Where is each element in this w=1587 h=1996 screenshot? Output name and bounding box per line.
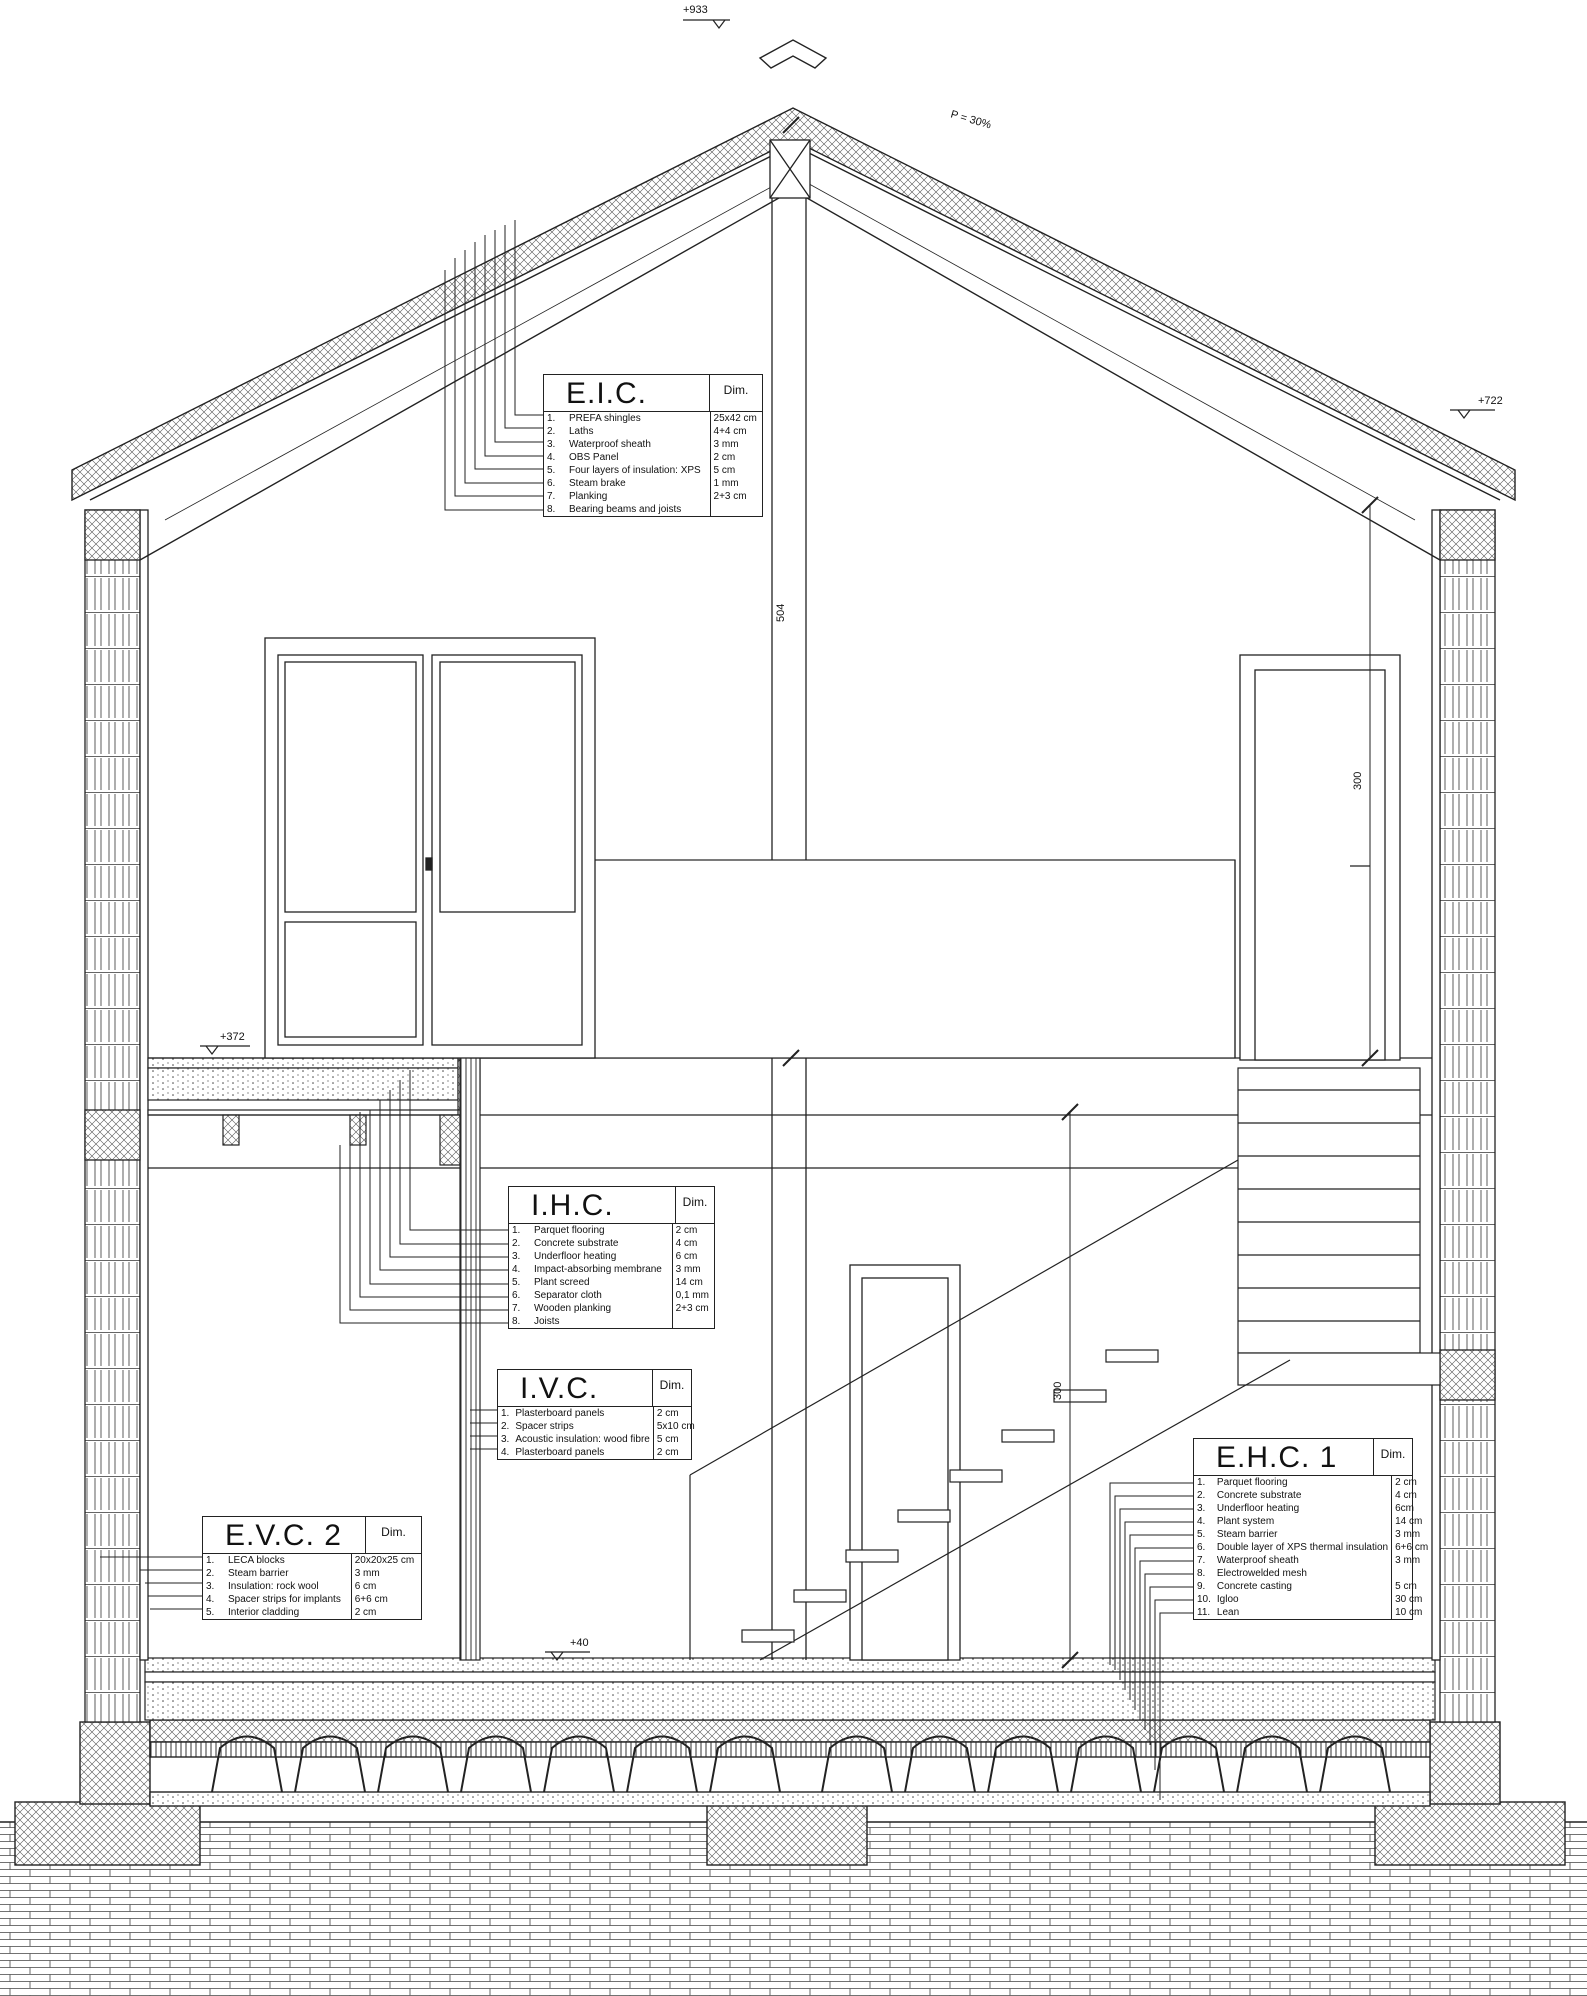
legend-row-number: 11. [1197,1607,1211,1618]
legend-row [1194,1515,1431,1528]
legend-row-label: Insulation: rock wool [228,1581,319,1592]
right-exterior-wall [1432,510,1495,1722]
legend-row-number: 2. [512,1238,521,1249]
legend-row-label: Parquet flooring [1216,1477,1288,1488]
legend-row [544,438,762,451]
legend-title: E.H.C. 1 [1216,1441,1338,1474]
legend-title: I.V.C. [520,1372,599,1405]
level-ground: +40 [570,1637,589,1649]
legend-table [509,1224,714,1328]
legend-row [544,490,762,503]
legend-row [1194,1528,1431,1541]
legend-row-number: 1. [206,1555,215,1566]
legend-title: E.V.C. 2 [225,1519,342,1552]
legend-row-dim: 14 cm [672,1276,714,1289]
legend-row [1194,1593,1431,1606]
legend-row-number: 1. [501,1408,510,1419]
legend-row-dim: 3 mm [672,1263,714,1276]
legend-row [509,1276,714,1289]
legend-row-dim [710,503,762,516]
legend-row-number: 10. [1197,1594,1211,1605]
legend-row-dim: 6+6 cm [351,1593,421,1606]
legend-row-dim: 14 cm [1392,1515,1432,1528]
legend-row-number: 8. [512,1316,521,1327]
legend-row-number: 3. [206,1581,215,1592]
legend-row [203,1606,421,1619]
dim-door-height: 300 [1352,771,1364,790]
legend-row-label: PREFA shingles [569,413,641,424]
legend-row-number: 4. [512,1264,521,1275]
legend-row [1194,1489,1431,1502]
legend-row-dim: 2 cm [1392,1476,1432,1489]
legend-dim-header: Dim. [675,1187,714,1223]
legend-row [1194,1554,1431,1567]
legend-row-label: Parquet flooring [534,1225,605,1236]
legend-row [509,1224,714,1237]
legend-row-label: Planking [569,491,608,502]
legend-row-label: Plasterboard panels [515,1447,605,1458]
legend-row-dim: 3 mm [1392,1528,1432,1541]
legend-row-number: 3. [1197,1503,1206,1514]
stair-tread [794,1590,846,1602]
legend-row [1194,1541,1431,1554]
legend-row-number: 2. [1197,1490,1206,1501]
upper-right-door [1240,655,1400,1060]
stair-tread [898,1510,950,1522]
legend-row-number: 3. [512,1251,521,1262]
legend-row-dim: 3 mm [351,1567,421,1580]
legend-row-dim: 4 cm [1392,1489,1432,1502]
legend-dim-header: Dim. [709,375,762,411]
legend-row-dim: 4+4 cm [710,425,762,438]
legend-row-label: Lean [1216,1607,1240,1618]
legend-row-dim: 25x42 cm [710,412,762,425]
legend-row-dim: 6 cm [351,1580,421,1593]
legend-title: E.I.C. [566,377,648,410]
legend-row-dim: 6+6 cm [1392,1541,1432,1554]
roof [72,40,1515,560]
legend-ehc1 [1193,1438,1429,1620]
legend-row-label: Concrete casting [1216,1581,1292,1592]
legend-row-dim: 2 cm [653,1407,697,1420]
legend-row-label: Separator cloth [534,1290,602,1301]
legend-row-number: 7. [1197,1555,1206,1566]
legend-row-label: Plasterboard panels [515,1408,605,1419]
legend-row-number: 1. [547,413,556,424]
legend-row-label: Plant screed [534,1277,590,1288]
legend-evc2 [202,1516,422,1620]
legend-row-number: 3. [501,1434,510,1445]
legend-row-label: Acoustic insulation: wood fibre [515,1434,650,1445]
legend-row [203,1554,421,1567]
legend-row-dim: 10 cm [1392,1606,1432,1619]
legend-eic [543,374,763,517]
legend-ivc [497,1369,695,1460]
legend-dim-header: Dim. [1373,1439,1412,1475]
legend-row-number: 4. [501,1447,510,1458]
legend-row-label: Wooden planking [534,1303,612,1314]
legend-row-label: Spacer strips for implants [228,1594,341,1605]
legend-row [203,1593,421,1606]
left-exterior-wall [85,510,148,1722]
legend-row-number: 8. [1197,1568,1206,1579]
stair-tread [1106,1350,1158,1362]
legend-row [1194,1502,1431,1515]
legend-row-number: 3. [547,439,556,450]
legend-row-dim [672,1315,714,1328]
legend-row-number: 5. [512,1277,521,1288]
legend-row-dim: 2 cm [653,1446,697,1459]
legend-row [509,1289,714,1302]
legend-row [509,1237,714,1250]
legend-row-label: Waterproof sheath [1216,1555,1299,1566]
legend-row-label: Interior cladding [228,1607,300,1618]
legend-row-number: 5. [547,465,556,476]
legend-row-label: Waterproof sheath [569,439,651,450]
legend-ihc [508,1186,715,1329]
legend-row-label: Igloo [1216,1594,1239,1605]
legend-title: I.H.C. [531,1189,614,1222]
legend-row-label: Electrowelded mesh [1216,1568,1307,1579]
legend-row [509,1302,714,1315]
legend-row [1194,1580,1431,1593]
legend-row-label: Bearing beams and joists [569,504,682,515]
legend-row-number: 8. [547,504,556,515]
level-first-floor: +372 [220,1031,245,1043]
legend-row-number: 2. [501,1421,510,1432]
upper-stair-flight [1238,1068,1440,1385]
legend-row [498,1446,698,1459]
legend-row-dim: 1 mm [710,477,762,490]
legend-row-number: 1. [512,1225,521,1236]
legend-row-dim: 6 cm [672,1250,714,1263]
legend-row-label: Joists [534,1316,560,1327]
legend-row-dim: 6cm [1392,1502,1432,1515]
legend-dim-header: Dim. [365,1517,421,1553]
legend-row-dim: 4 cm [672,1237,714,1250]
lower-door [850,1265,960,1660]
legend-row [544,503,762,516]
legend-row-dim: 0,1 mm [672,1289,714,1302]
legend-row-label: Impact-absorbing membrane [534,1264,662,1275]
legend-row-label: Underfloor heating [534,1251,617,1262]
legend-row [498,1407,698,1420]
legend-row-dim: 5x10 cm [653,1420,697,1433]
legend-row-label: Steam barrier [228,1568,289,1579]
legend-table [498,1407,698,1459]
legend-row-label: Plant system [1216,1516,1275,1527]
legend-row-label: Steam brake [569,478,626,489]
legend-row-dim: 30 cm [1392,1593,1432,1606]
legend-row-dim: 5 cm [1392,1580,1432,1593]
roof-slope-label: P = 30% [949,108,993,132]
legend-row-label: Concrete substrate [534,1238,619,1249]
legend-row [203,1580,421,1593]
legend-row-dim: 3 mm [710,438,762,451]
legend-row-label: Spacer strips [515,1421,574,1432]
legend-row-number: 4. [547,452,556,463]
legend-row-dim: 20x20x25 cm [351,1554,421,1567]
legend-row-label: OBS Panel [569,452,619,463]
legend-row-dim: 2 cm [710,451,762,464]
legend-dim-header: Dim. [652,1370,691,1406]
legend-row-label: LECA blocks [228,1555,285,1566]
legend-row-number: 4. [206,1594,215,1605]
legend-row-dim: 2+3 cm [710,490,762,503]
legend-table [203,1554,421,1619]
dim-ridge-height: 504 [775,603,787,622]
legend-row-dim: 2 cm [351,1606,421,1619]
legend-row-dim [1392,1567,1432,1580]
legend-row-number: 6. [512,1290,521,1301]
level-eave: +722 [1478,395,1503,407]
ground-slab [145,1658,1435,1720]
legend-row-label: Steam barrier [1216,1529,1278,1540]
legend-row-label: Laths [569,426,594,437]
legend-row-number: 7. [512,1303,521,1314]
upper-left-door [265,638,595,1058]
stair-tread [950,1470,1002,1482]
legend-row-label: Underfloor heating [1216,1503,1300,1514]
stair-tread [742,1630,794,1642]
legend-row-label: Double layer of XPS thermal insulation [1216,1542,1389,1553]
legend-row-number: 1. [1197,1477,1206,1488]
legend-row-label: Concrete substrate [1216,1490,1302,1501]
stair-tread [846,1550,898,1562]
legend-row-number: 2. [206,1568,215,1579]
legend-row-number: 5. [206,1607,215,1618]
legend-table [544,412,762,516]
legend-row-number: 2. [547,426,556,437]
legend-row-number: 7. [547,491,556,502]
legend-row [544,412,762,425]
legend-row [498,1433,698,1446]
legend-row-number: 6. [547,478,556,489]
legend-row-dim: 2+3 cm [672,1302,714,1315]
legend-row [509,1250,714,1263]
stair-tread [1002,1430,1054,1442]
legend-row [1194,1476,1431,1489]
legend-row-dim: 5 cm [710,464,762,477]
legend-row [203,1567,421,1580]
legend-row-number: 4. [1197,1516,1206,1527]
legend-row-dim: 2 cm [672,1224,714,1237]
legend-row [544,451,762,464]
legend-row [1194,1606,1431,1619]
dim-stair-height: 300 [1052,1381,1064,1400]
legend-row [1194,1567,1431,1580]
legend-row [544,425,762,438]
legend-row [498,1420,698,1433]
legend-row-dim: 5 cm [653,1433,697,1446]
legend-table [1194,1476,1431,1619]
legend-row [544,464,762,477]
legend-row [509,1263,714,1276]
legend-row-number: 6. [1197,1542,1206,1553]
level-top: +933 [683,4,708,16]
legend-row [509,1315,714,1328]
legend-row-dim: 3 mm [1392,1554,1432,1567]
legend-row-number: 5. [1197,1529,1206,1540]
legend-row [544,477,762,490]
legend-row-number: 9. [1197,1581,1206,1592]
legend-row-label: Four layers of insulation: XPS [569,465,701,476]
